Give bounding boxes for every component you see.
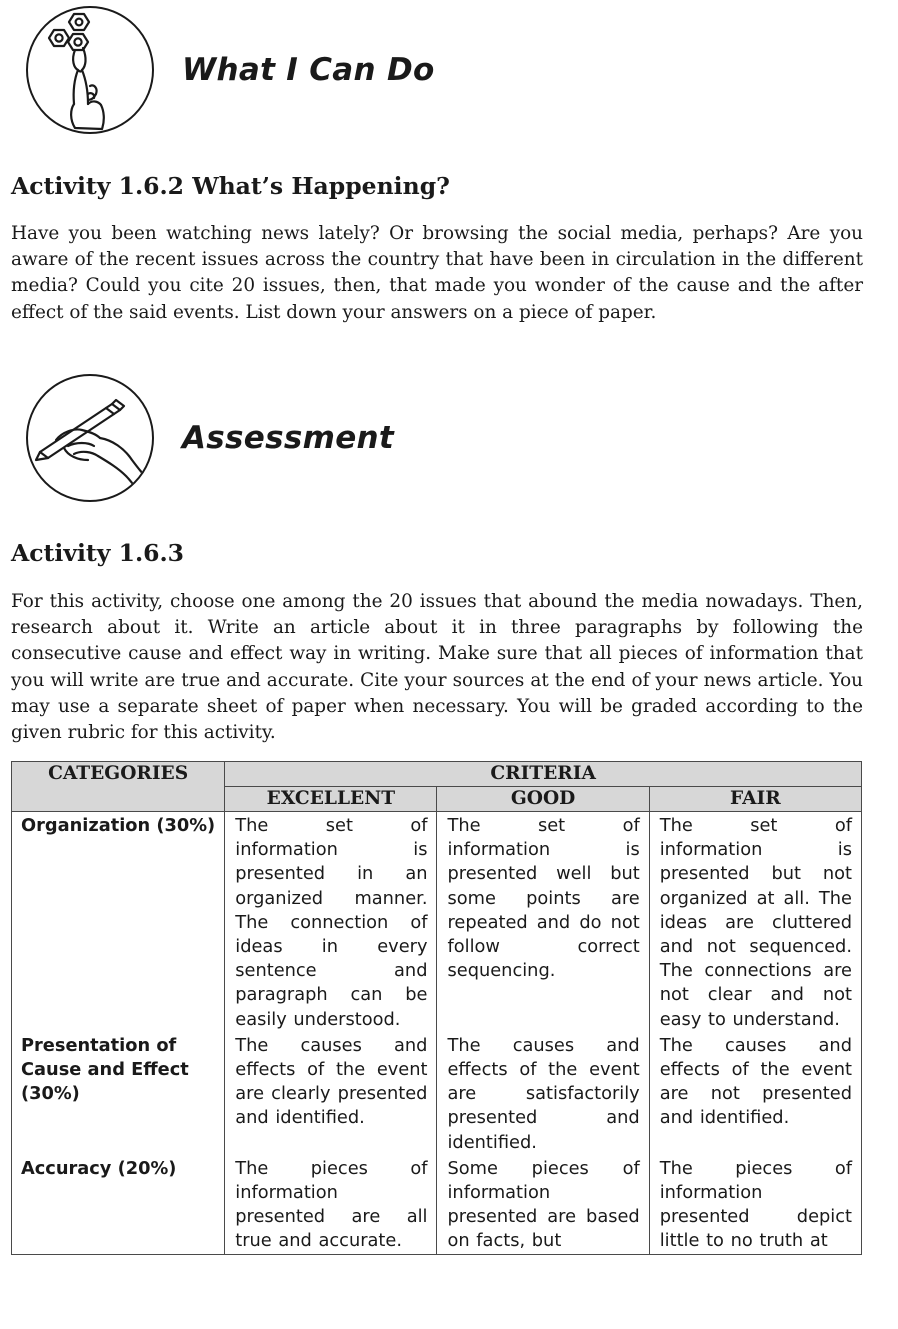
activity-1-6-2-title: Activity 1.6.2 What’s Happening?: [11, 172, 450, 200]
header-excellent: EXCELLENT: [225, 787, 437, 812]
rubric-header-row: [12, 762, 862, 787]
presentation-excellent: The causes and effects of the event are clearly presented and identified.: [225, 1032, 437, 1155]
rubric-table: [11, 761, 862, 1255]
wrench-and-nuts-icon: [26, 6, 154, 134]
activity-1-6-3-body: For this activity, choose one among the 20 issues that abound the media nowadays. Then, research about it. Write an article about it in three paragraphs by following the consecutive cause and effect way in writing. Make sure that all pieces of information that you will write are true and accurate. Cite your sources at the end of your news article. You may use a separate sheet of paper when necessary. You will be graded according to the given rubric for this activity.: [11, 591, 863, 744]
table-row: [12, 1032, 862, 1155]
assessment-title: Assessment: [182, 420, 395, 456]
category-presentation: Presentation of Cause and Effect (30%): [12, 1032, 225, 1155]
what-i-can-do-title: What I Can Do: [182, 52, 435, 88]
category-accuracy: Accuracy (20%): [12, 1155, 225, 1254]
category-organization: Organization (30%): [12, 812, 225, 1032]
presentation-fair: The causes and effects of the event are not presented and identified.: [649, 1032, 861, 1155]
organization-good: The set of information is presented well but some points are repeated and do not follow correct sequencing.: [437, 812, 649, 1032]
what-i-can-do-header: [26, 6, 435, 134]
header-categories: CATEGORIES: [12, 762, 225, 812]
table-row: [12, 1155, 862, 1254]
table-row: [12, 812, 862, 1032]
accuracy-excellent: The pieces of information presented are all true and accurate.: [225, 1155, 437, 1254]
activity-1-6-3-title: Activity 1.6.3: [11, 539, 185, 567]
assessment-header: [26, 374, 394, 502]
accuracy-fair: The pieces of information presented depict little to no truth at: [649, 1155, 861, 1254]
hand-writing-pencil-icon: [26, 374, 154, 502]
header-criteria: CRITERIA: [225, 762, 862, 787]
organization-fair: The set of information is presented but not organized at all. The ideas are cluttered and not sequenced. The connections are not clear and not easy to understand.: [649, 812, 861, 1032]
activity-1-6-2-body: Have you been watching news lately? Or browsing the social media, perhaps? Are you aware of the recent issues across the country that have been in circulation in the different media? Could you cite 20 issues, then, that made you wonder of the cause and the after effect of the said events. List down your answers on a piece of paper.: [11, 223, 863, 323]
accuracy-good: Some pieces of information presented are based on facts, but: [437, 1155, 649, 1254]
presentation-good: The causes and effects of the event are satisfactorily presented and identified.: [437, 1032, 649, 1155]
header-good: GOOD: [437, 787, 649, 812]
header-fair: FAIR: [649, 787, 861, 812]
organization-excellent: The set of information is presented in an organized manner. The connection of ideas in every sentence and paragraph can be easily understood.: [225, 812, 437, 1032]
